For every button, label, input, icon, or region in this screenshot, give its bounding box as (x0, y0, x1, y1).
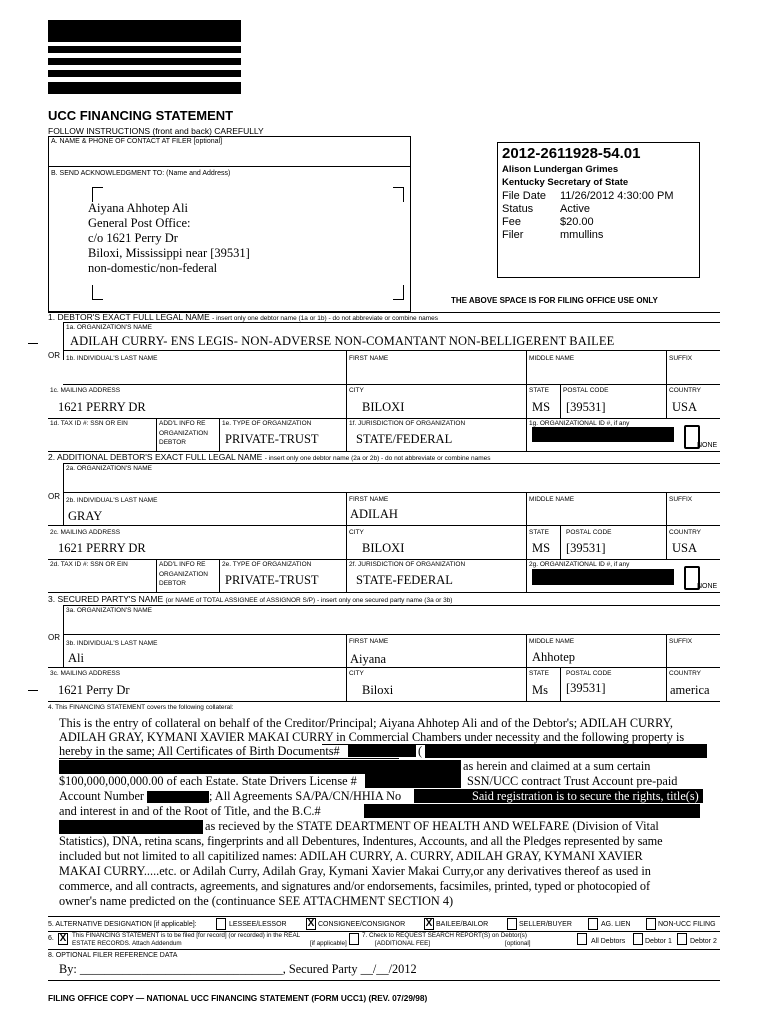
collateral-paren: ( (418, 744, 423, 758)
s1-org-label: ORGANIZATION (159, 430, 208, 437)
s7-text-b: [ADDITIONAL FEE] (375, 940, 431, 947)
collateral-line-8: as recieved by the STATE DEARTMENT OF HEALTH AND WELFARE (Division of Vital (205, 819, 659, 833)
redacted-header-3 (48, 58, 241, 65)
debtor1-state: MS (532, 400, 551, 414)
lessee-checkbox[interactable] (216, 918, 226, 930)
ack-line-4: Biloxi, Mississippi near [39531] (88, 246, 250, 260)
seller-checkbox[interactable] (507, 918, 517, 930)
s6-text-b: ESTATE RECORDS. Attach Addendum (72, 940, 182, 947)
collateral-line-10: included but not limited to all capitilized names: ADILAH CURRY, A. CURRY, ADILAH GRAY, KYMANI XAVIER (59, 849, 643, 863)
redacted-birth-cert (348, 744, 416, 757)
s2-debtor-label: DEBTOR (159, 580, 186, 587)
s1-debtor-label: DEBTOR (159, 439, 186, 446)
form-footer: FILING OFFICE COPY — NATIONAL UCC FINANCING STATEMENT (FORM UCC1) (REV. 07/29/98) (48, 993, 428, 1003)
s1-city-label: CITY (349, 387, 364, 394)
redacted-line-8 (59, 820, 203, 834)
secured-state: Ms (532, 683, 548, 697)
s5-label: 5. ALTERNATIVE DESIGNATION [if applicable]: (48, 921, 197, 928)
status-value: Active (560, 203, 590, 215)
underline-hereby (59, 758, 399, 759)
s3-country-label: COUNTRY (669, 670, 702, 677)
bracket-br (393, 285, 404, 300)
collateral-line-9: Statistics), DNA, retina scans, fingerprints and all Debentures, Indentures, Accounts, and all the Pledges represented by same (59, 834, 663, 848)
collateral-line-7: and interest in and of the Root of Title, and the B.C.# (59, 804, 321, 818)
s3-city-label: CITY (349, 670, 364, 677)
redacted-org-id-2 (532, 569, 674, 585)
s6-text-c: [if applicable] (310, 940, 347, 947)
debtor1-country: USA (672, 400, 698, 414)
s8-label: 8. OPTIONAL FILER REFERENCE DATA (48, 952, 178, 959)
s7-text-c: [optional] (505, 940, 531, 947)
non-ucc-label: NON-UCC FILING (658, 921, 716, 928)
collateral-line-6b: ; All Agreements SA/PA/CN/HHIA No (209, 789, 402, 803)
s2-addl-label: ADD'L INFO RE (159, 561, 206, 568)
s6-number: 6. (48, 935, 54, 942)
debtor1-checkbox[interactable] (633, 933, 643, 945)
filer-value: mmullins (560, 229, 604, 241)
s1f-label: 1f. JURISDICTION OF ORGANIZATION (349, 420, 466, 427)
s1a-label: 1a. ORGANIZATION'S NAME (66, 324, 152, 331)
s2-city-label: CITY (349, 529, 364, 536)
debtor2-first: ADILAH (350, 507, 398, 521)
debtor1-address: 1621 PERRY DR (58, 400, 146, 414)
s2c-label: 2c. MAILING ADDRESS (50, 529, 121, 536)
secured-country: america (670, 683, 710, 697)
collateral-line-12: commerce, and all contracts, agreements, and signatures and/or endorsements, facsimiles, printed, typed or photocopied of (59, 879, 650, 893)
debtor1-org-type: PRIVATE-TRUST (225, 432, 319, 446)
secured-city: Biloxi (362, 683, 394, 697)
debtor1-jurisdiction: STATE/FEDERAL (356, 432, 453, 446)
s3b-label: 3b. INDIVIDUAL'S LAST NAME (66, 640, 158, 647)
s1-middle-label: MIDDLE NAME (529, 355, 575, 362)
s3-state-label: STATE (529, 670, 549, 677)
s3-postal-label: POSTAL CODE (566, 670, 612, 677)
s2-country-label: COUNTRY (669, 529, 702, 536)
secured-address: 1621 Perry Dr (58, 683, 130, 697)
s3-middle-label: MIDDLE NAME (529, 638, 575, 645)
s2a-label: 2a. ORGANIZATION'S NAME (66, 465, 152, 472)
collateral-line-2: ADILAH GRAY, KYMANI XAVIER MAKAI CURRY in Commercial Chambers under necessity and the following property is (59, 730, 685, 744)
ack-label: B. SEND ACKNOWLEDGMENT TO: (Name and Address) (51, 170, 231, 177)
bracket-tl (92, 187, 103, 202)
s2-suffix-label: SUFFIX (669, 496, 693, 503)
lessee-label: LESSEE/LESSOR (229, 921, 287, 928)
collateral-line-5a: $100,000,000,000.00 of each Estate. State Drivers License # (59, 774, 357, 788)
redacted-header-1 (48, 20, 241, 42)
none-label-1: NONE (697, 442, 718, 449)
s2-org-label: ORGANIZATION (159, 571, 208, 578)
s2-first-label: FIRST NAME (349, 496, 389, 503)
debtor2-state: MS (532, 541, 551, 555)
s2f-label: 2f. JURISDICTION OF ORGANIZATION (349, 561, 466, 568)
collateral-line-13: owner's name predicted on the (continuance SEE ATTACHMENT SECTION 4) (59, 894, 454, 908)
redacted-drivers-license (365, 774, 461, 788)
collateral-line-1: This is the entry of collateral on behalf of the Creditor/Principal; Aiyana Ahhotep Ali and of the Debtor's; ADILAH CURRY, (59, 716, 673, 730)
s7-checkbox[interactable] (577, 933, 587, 945)
ag-lien-label: AG. LIEN (601, 921, 631, 928)
signature-line: By: _________________________________, Secured Party __/__/2012 (59, 962, 417, 976)
collateral-line-11: MAKAI CURRY.....etc. or Adilah Curry, Adilah Gray, Kymani Xavier Makai Curry,or any derivatives thereof as used in (59, 864, 651, 878)
none-label-2: NONE (697, 583, 718, 590)
debtor1-postal: [39531] (566, 400, 606, 414)
s2e-label: 2e. TYPE OF ORGANIZATION (222, 561, 312, 568)
debtor1-org-name: ADILAH CURRY- ENS LEGIS- NON-ADVERSE NON-COMANTANT NON-BELLIGERENT BAILEE (70, 334, 615, 348)
status-label: Status (502, 203, 534, 215)
redacted-agreement-no (414, 789, 470, 803)
all-debtors-label: All Debtors (591, 938, 626, 945)
s3-or: OR (48, 633, 60, 642)
consignee-checkbox-checked[interactable]: X (307, 918, 315, 929)
filing-number: 2012-2611928-54.01 (502, 145, 641, 162)
s3a-label: 3a. ORGANIZATION'S NAME (66, 607, 152, 614)
debtor2-last: GRAY (68, 509, 103, 523)
debtor2-postal: [39531] (566, 541, 606, 555)
s1d-label: 1d. TAX ID #: SSN OR EIN (50, 420, 128, 427)
redacted-header-5 (48, 82, 241, 94)
s1-country-label: COUNTRY (669, 387, 702, 394)
s1-suffix-label: SUFFIX (669, 355, 693, 362)
file-date-label: File Date (502, 190, 547, 202)
redacted-birth-cert-2 (425, 744, 707, 758)
debtor2-address: 1621 PERRY DR (58, 541, 146, 555)
bracket-tr (393, 187, 404, 202)
s1-heading: 1. DEBTOR'S EXACT FULL LEGAL NAME - insert only one debtor name (1a or 1b) - do not abbreviate or combine names (48, 312, 438, 322)
redacted-bc-number (364, 804, 700, 818)
debtor2-jurisdiction: STATE-FEDERAL (356, 573, 453, 587)
s1-postal-label: POSTAL CODE (563, 387, 609, 394)
secured-middle: Ahhotep (532, 650, 576, 664)
s1-state-label: STATE (529, 387, 549, 394)
s3c-label: 3c. MAILING ADDRESS (50, 670, 121, 677)
fee-label: Fee (502, 216, 521, 228)
s1-or: OR (48, 351, 60, 360)
margin-dash-2 (28, 690, 38, 691)
form-title: UCC FINANCING STATEMENT (48, 108, 234, 123)
s4-label: 4. This FINANCING STATEMENT covers the following collateral: (48, 704, 234, 711)
bailee-label: BAILEE/BAILOR (436, 921, 489, 928)
s3-heading: 3. SECURED PARTY'S NAME (or NAME of TOTAL ASSIGNEE of ASSIGNOR S/P) - insert only one secured party name (3a or 3b) (48, 594, 453, 604)
s2d-label: 2d. TAX ID #: SSN OR EIN (50, 561, 128, 568)
non-ucc-checkbox[interactable] (646, 918, 656, 930)
ack-line-2: General Post Office: (88, 216, 191, 230)
s6-text-a: This FINANCING STATEMENT is to be filed [for record] (or recorded) in the REAL (72, 932, 301, 939)
s2g-label: 2g. ORGANIZATIONAL ID #, if any (529, 561, 630, 568)
ack-line-5: non-domestic/non-federal (88, 261, 218, 275)
margin-dash-1 (28, 343, 38, 344)
s3-suffix-label: SUFFIX (669, 638, 693, 645)
s2-heading: 2. ADDITIONAL DEBTOR'S EXACT FULL LEGAL NAME - insert only one debtor name (2a or 2b) - do not abbreviate or combine names (48, 452, 491, 462)
form-instructions: FOLLOW INSTRUCTIONS (front and back) CAREFULLY (48, 126, 264, 136)
s1-first-label: FIRST NAME (349, 355, 389, 362)
debtor2-checkbox[interactable] (677, 933, 687, 945)
s6-attach-checkbox[interactable] (349, 933, 359, 945)
redacted-header-4 (48, 70, 241, 77)
s7-text-a: 7. Check to REQUEST SEARCH REPORT(S) on Debtor(s) (362, 932, 527, 939)
debtor2-label: Debtor 2 (690, 938, 717, 945)
redacted-org-id-1 (532, 427, 674, 442)
ack-line-1: Aiyana Ahhotep Ali (88, 201, 188, 215)
collateral-line-5b: SSN/UCC contract Trust Account pre-paid (467, 774, 678, 788)
secured-last: Ali (68, 651, 84, 665)
s3-first-label: FIRST NAME (349, 638, 389, 645)
s2-middle-label: MIDDLE NAME (529, 496, 575, 503)
s2-or: OR (48, 492, 60, 501)
filing-official: Alison Lundergan Grimes (502, 164, 619, 175)
s1g-label: 1g. ORGANIZATIONAL ID #, if any (529, 420, 630, 427)
debtor1-label: Debtor 1 (645, 938, 672, 945)
bailee-checkbox-checked[interactable]: X (425, 918, 433, 929)
secured-postal: [39531] (566, 681, 606, 695)
debtor2-org-type: PRIVATE-TRUST (225, 573, 319, 587)
debtor1-city: BILOXI (362, 400, 405, 414)
s2-state-label: STATE (529, 529, 549, 536)
redacted-account-number (147, 791, 209, 803)
s2-postal-label: POSTAL CODE (566, 529, 612, 536)
filing-office-note: THE ABOVE SPACE IS FOR FILING OFFICE USE ONLY (451, 296, 658, 305)
collateral-line-6c: Said registration is to secure the rights, title(s) (472, 789, 699, 803)
contact-label: A. NAME & PHONE OF CONTACT AT FILER [optional] (51, 138, 223, 145)
filing-office: Kentucky Secretary of State (502, 177, 629, 188)
file-date: 11/26/2012 4:30:00 PM (560, 190, 674, 202)
ag-lien-checkbox[interactable] (588, 918, 598, 930)
consignee-label: CONSIGNEE/CONSIGNOR (318, 921, 406, 928)
debtor2-city: BILOXI (362, 541, 405, 555)
collateral-line-6a: Account Number (59, 789, 145, 803)
debtor2-country: USA (672, 541, 698, 555)
s1e-label: 1e. TYPE OF ORGANIZATION (222, 420, 312, 427)
collateral-line-3: hereby in the same; All Certificates of Birth Documents# (59, 744, 340, 758)
secured-first: Aiyana (350, 652, 387, 666)
bracket-bl (92, 285, 103, 300)
seller-label: SELLER/BUYER (519, 921, 572, 928)
fee-value: $20.00 (560, 216, 594, 228)
redacted-line-4 (59, 760, 461, 774)
s1-addl-label: ADD'L INFO RE (159, 420, 206, 427)
s2b-label: 2b. INDIVIDUAL'S LAST NAME (66, 497, 158, 504)
s6-checkbox-checked[interactable]: X (59, 933, 67, 944)
redacted-header-2 (48, 46, 241, 53)
filer-label: Filer (502, 229, 524, 241)
ack-line-3: c/o 1621 Perry Dr (88, 231, 178, 245)
collateral-line-4: as herein and claimed at a sum certain (463, 759, 651, 773)
s1c-label: 1c. MAILING ADDRESS (50, 387, 121, 394)
s1b-label: 1b. INDIVIDUAL'S LAST NAME (66, 355, 158, 362)
